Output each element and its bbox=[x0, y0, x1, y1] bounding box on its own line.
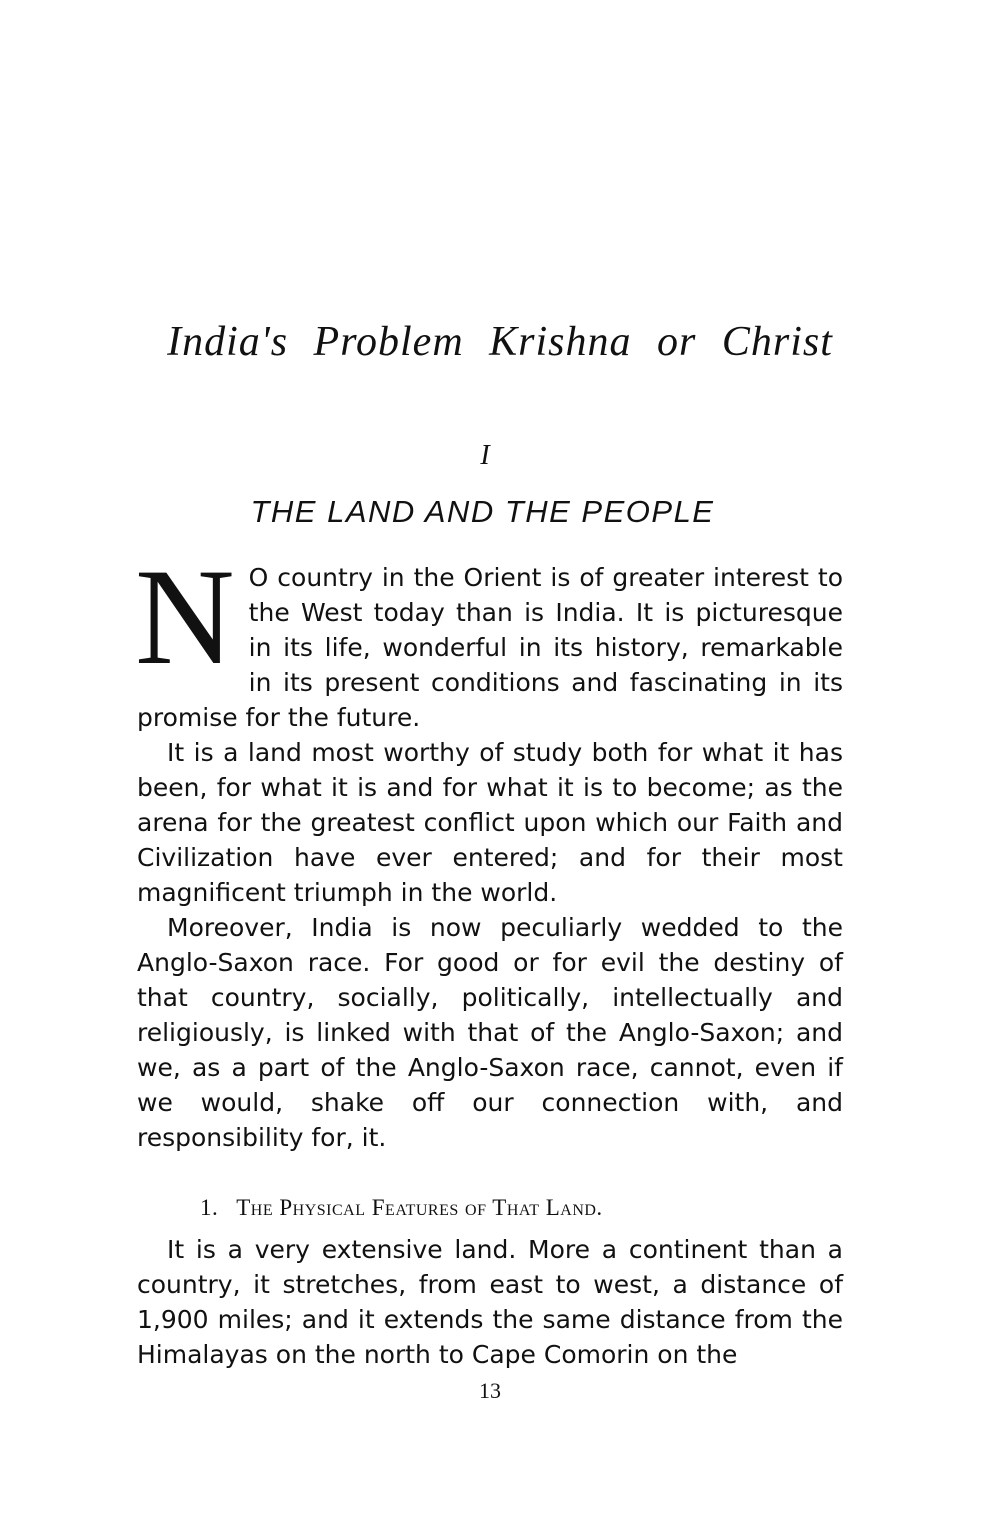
book-title: India's Problem Krishna or Christ bbox=[167, 319, 833, 365]
opening-paragraph bbox=[135, 540, 843, 735]
chapter-number: I bbox=[480, 440, 490, 471]
paragraph: Moreover, India is now peculiarly wedded to the Anglo-Saxon race. For good or for evil the destiny of that country, socially, politically, intellectually and religiously, is linked with that of the Anglo-Saxon; and we, as a part of the Anglo-Saxon race, cannot, even if we would, shake off our connection with, and responsibility for, it. bbox=[137, 913, 843, 1152]
section-number: 1. bbox=[200, 1195, 219, 1220]
chapter-body bbox=[135, 540, 843, 1155]
section-title: The Physical Features of That Land. bbox=[236, 1195, 603, 1220]
paragraph: It is a land most worthy of study both for what it has been, for what it is and for what it is to become; as the arena for the greatest conflict upon which our Faith and Civilization have ever entered; and for their most magnificent triumph in the world. bbox=[137, 738, 843, 907]
chapter-title: THE LAND AND THE PEOPLE bbox=[250, 494, 715, 529]
paragraph-text: O country in the Orient is of greater interest to the West today than is India. It is picturesque in its life, wonderful in its history, remarkable in its present conditions and fascinating in its promise for the future. bbox=[137, 563, 843, 732]
section-body bbox=[137, 1232, 843, 1372]
section-heading bbox=[200, 1195, 840, 1221]
drop-cap: N bbox=[135, 540, 235, 693]
paragraph: It is a very extensive land. More a continent than a country, it stretches, from east to west, a distance of 1,900 miles; and it extends the same distance from the Himalayas on the north to Cape Comorin on the bbox=[137, 1235, 843, 1369]
page-number: 13 bbox=[479, 1378, 501, 1403]
